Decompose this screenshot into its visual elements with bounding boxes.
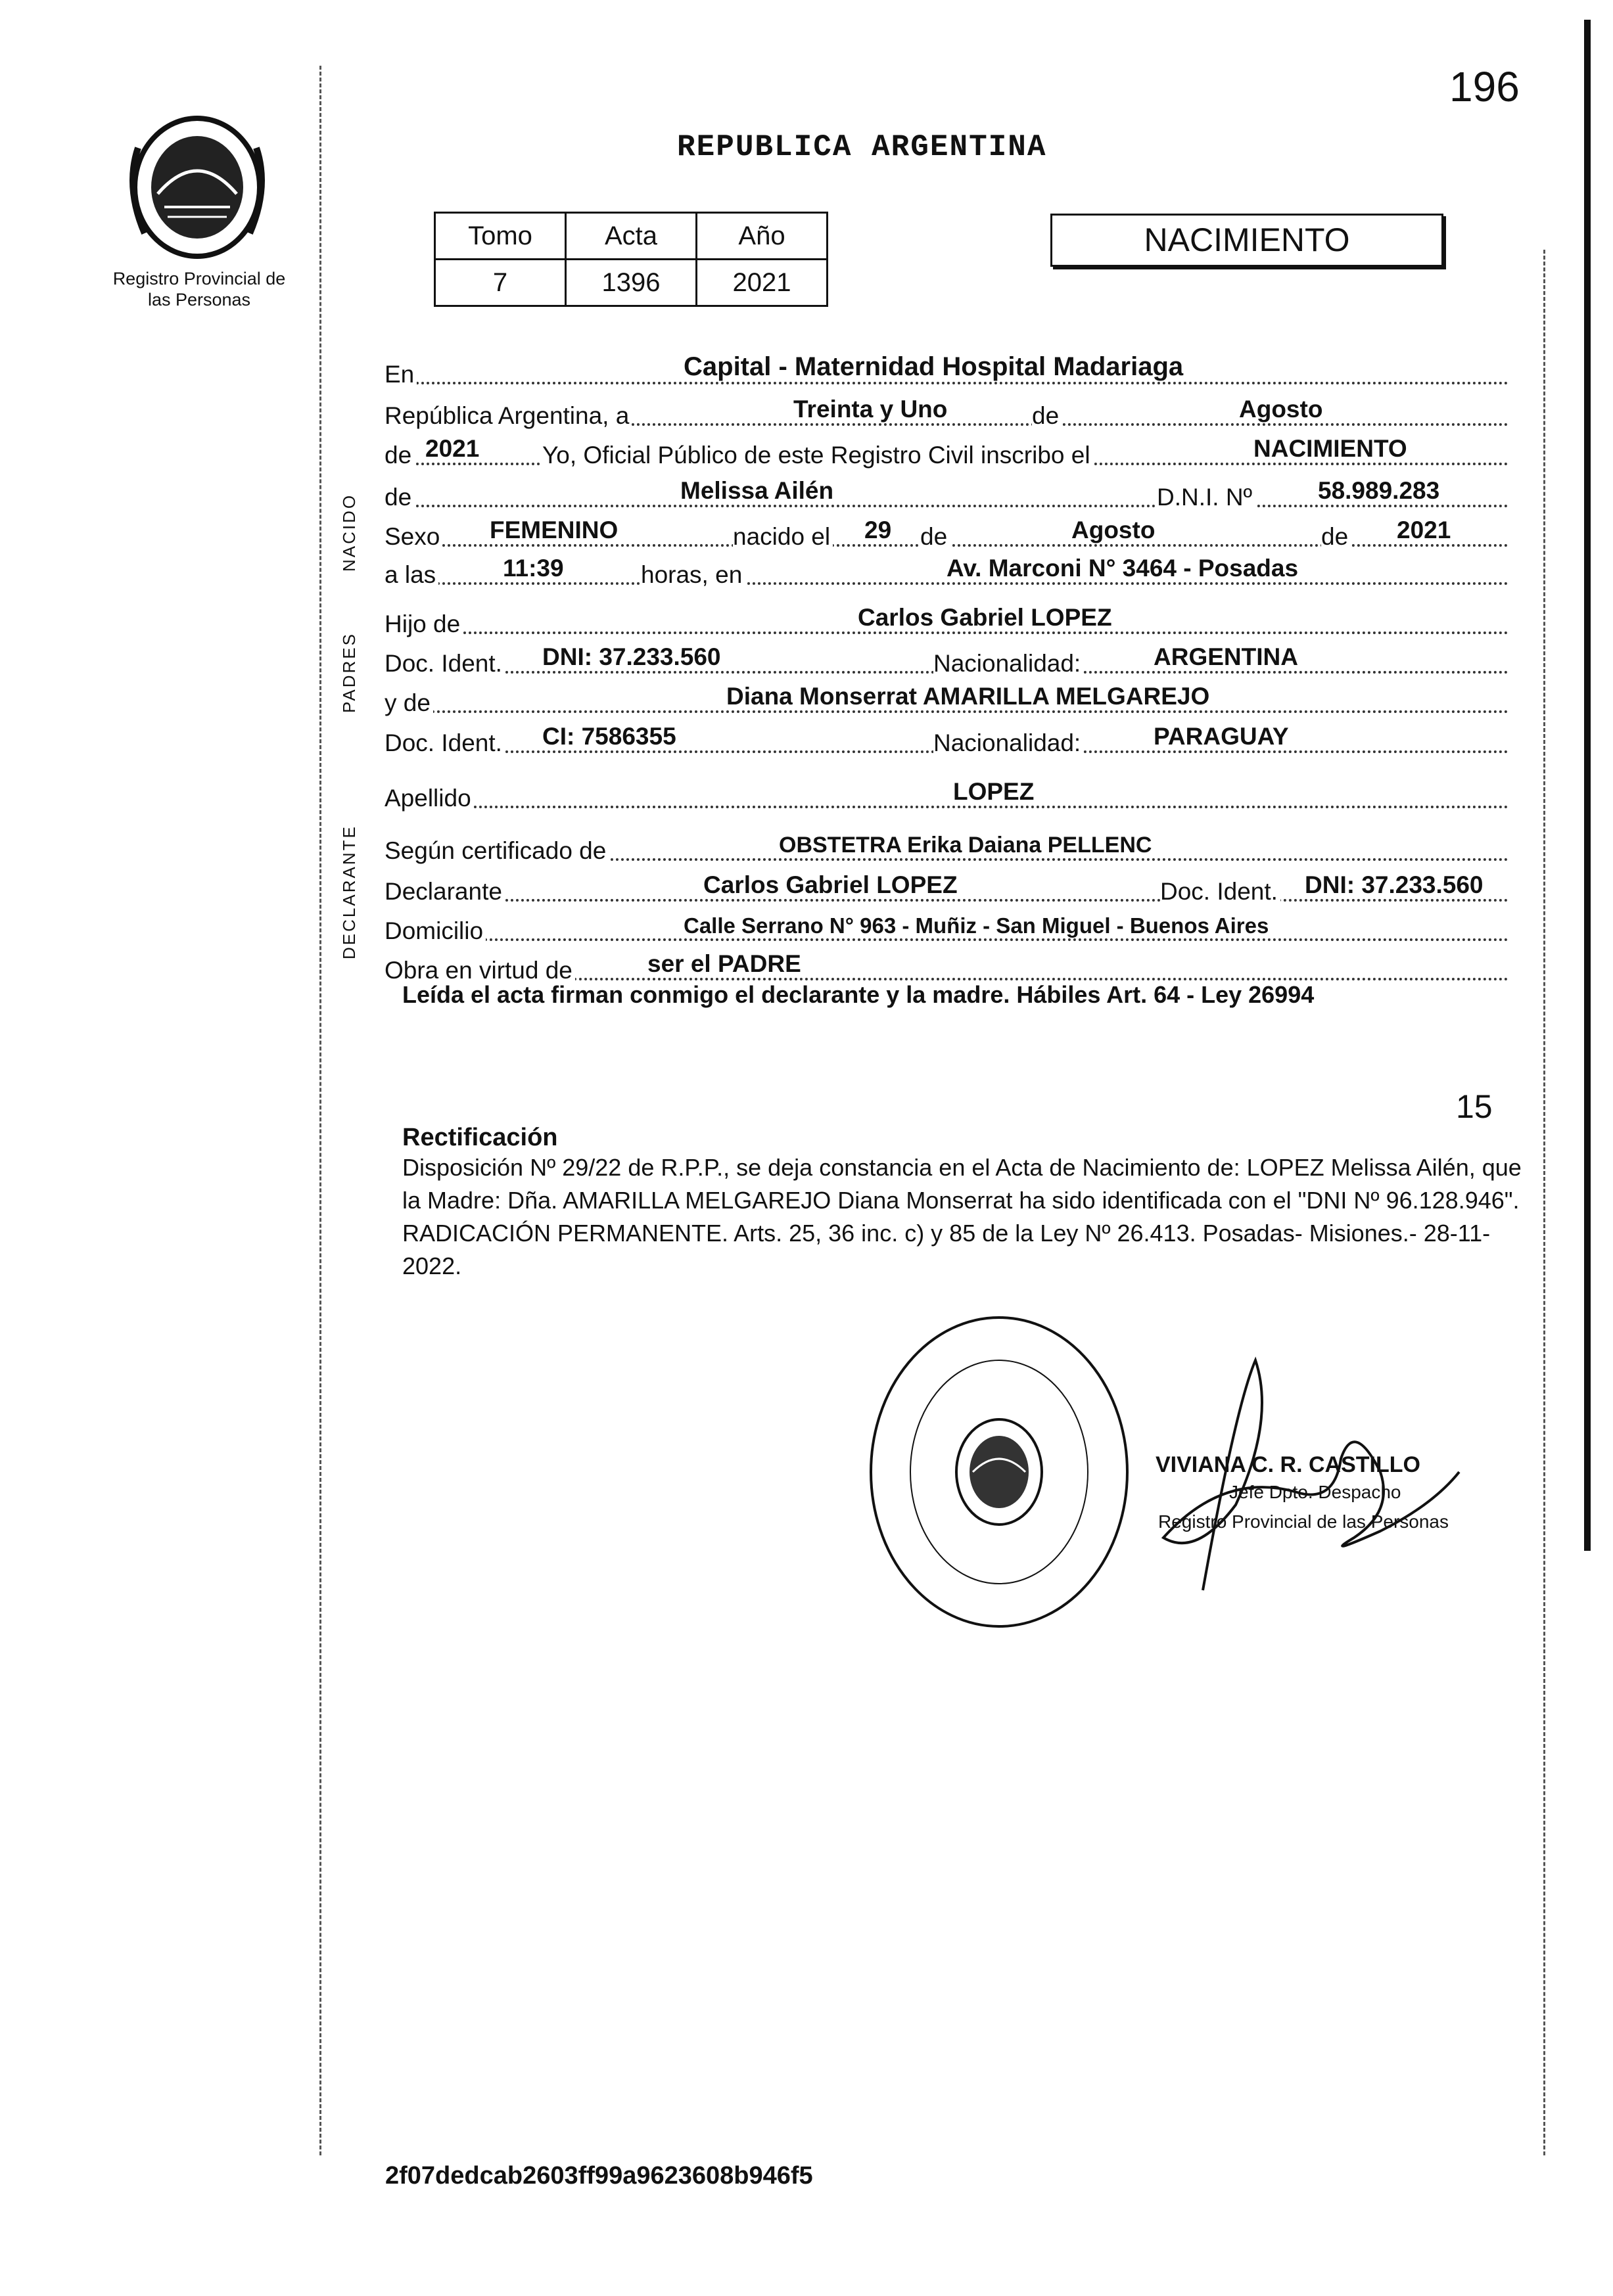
value-anio: 2021 <box>697 260 828 306</box>
label-y-de: y de <box>385 689 433 717</box>
value-en: Capital - Maternidad Hospital Madariaga <box>684 352 1184 381</box>
act-type-box: NACIMIENTO <box>1050 214 1443 267</box>
header-acta: Acta <box>566 213 697 260</box>
value-doc-madre: CI: 7586355 <box>542 723 676 750</box>
row-domicilio <box>385 908 1508 945</box>
value-nacionalidad-padre: ARGENTINA <box>1154 643 1298 670</box>
value-place: Av. Marconi N° 3464 - Posadas <box>947 555 1299 582</box>
value-doc-declarante: DNI: 37.233.560 <box>1305 871 1484 898</box>
value-padre: Carlos Gabriel LOPEZ <box>858 604 1112 631</box>
label-de-year: de <box>385 442 414 469</box>
label-a-las: a las <box>385 561 438 589</box>
label-apellido: Apellido <box>385 785 474 812</box>
official-seal <box>861 1308 1137 1636</box>
row-nombre <box>385 474 1508 511</box>
value-declarante: Carlos Gabriel LOPEZ <box>703 871 958 898</box>
label-oficial-text: Yo, Oficial Público de este Registro Civil inscribo el <box>542 442 1093 469</box>
country-title: REPUBLICA ARGENTINA <box>677 130 1047 164</box>
value-obra: ser el PADRE <box>647 950 801 977</box>
label-doc-madre: Doc. Ident. <box>385 729 505 757</box>
label-hijo: Hijo de <box>385 610 463 638</box>
side-label-nacido: NACIDO <box>339 493 359 572</box>
label-dni: D.N.I. Nº <box>1157 484 1255 511</box>
row-republica <box>385 393 1508 430</box>
label-horas-en: horas, en <box>641 561 745 589</box>
closing-statement: Leída el acta firman conmigo el declarante y la madre. Hábiles Art. 64 - Ley 26994 <box>402 981 1315 1008</box>
rectification-title: Rectificación <box>402 1124 558 1151</box>
page-number: 196 <box>1449 63 1520 110</box>
value-birth-year: 2021 <box>1397 517 1451 543</box>
signatory-name: VIVIANA C. R. CASTILLO <box>1156 1452 1420 1477</box>
row-declarante <box>385 869 1508 906</box>
margin-line <box>319 66 321 2155</box>
row-padre-doc <box>385 641 1508 677</box>
province-emblem-logo <box>118 108 276 266</box>
signatory-organization: Registro Provincial de las Personas <box>1158 1511 1449 1532</box>
label-sexo: Sexo <box>385 523 442 551</box>
value-nombre: Melissa Ailén <box>680 477 834 504</box>
value-act-type: NACIMIENTO <box>1253 435 1407 462</box>
right-margin-line <box>1543 250 1545 2155</box>
label-domicilio: Domicilio <box>385 917 486 945</box>
value-hora: 11:39 <box>503 555 564 582</box>
label-nacionalidad-madre: Nacionalidad: <box>933 729 1083 757</box>
header-anio: Año <box>697 213 828 260</box>
row-madre-doc <box>385 720 1508 757</box>
value-apellido: LOPEZ <box>953 778 1035 805</box>
value-year: 2021 <box>425 435 480 462</box>
tomo-acta-anio-table <box>434 212 828 307</box>
row-madre <box>385 680 1508 717</box>
value-day-text: Treinta y Uno <box>793 396 948 423</box>
value-domicilio: Calle Serrano N° 963 - Muñiz - San Miguel - Buenos Aires <box>684 913 1269 938</box>
side-label-declarante: DECLARANTE <box>339 825 359 959</box>
row-hijo <box>385 601 1508 638</box>
header-tomo: Tomo <box>435 213 566 260</box>
value-doc-padre: DNI: 37.233.560 <box>542 643 721 670</box>
label-obra: Obra en virtud de <box>385 957 575 984</box>
value-birth-day: 29 <box>864 517 892 543</box>
value-acta: 1396 <box>566 260 697 306</box>
value-nacionalidad-madre: PARAGUAY <box>1154 723 1289 750</box>
registry-name: Registro Provincial de las Personas <box>112 269 286 310</box>
rectification-number: 15 <box>1456 1088 1493 1125</box>
label-nacionalidad-padre: Nacionalidad: <box>933 650 1083 677</box>
row-certificado <box>385 828 1508 865</box>
row-year <box>385 432 1508 469</box>
signatory-role: Jefe Dpto. Despacho <box>1229 1482 1401 1502</box>
value-tomo: 7 <box>435 260 566 306</box>
value-birth-month: Agosto <box>1071 517 1156 543</box>
rectification-text: Disposición Nº 29/22 de R.P.P., se deja constancia en el Acta de Nacimiento de: LOPEZ Melissa Ailén, que la Madre: Dña. AMARILLA MELGAREJO Diana Monserrat ha sido identificada con el "DNI Nº 96.128.946". RADICACIÓN PERMANENTE. Arts. 25, 36 inc. c) y 85 de la Ley Nº 26.413. Posadas- Misiones.- 28-11-2022. <box>402 1154 1522 1279</box>
label-certificado: Según certificado de <box>385 837 609 865</box>
side-label-padres: PADRES <box>339 632 359 713</box>
label-declarante: Declarante <box>385 878 505 906</box>
label-doc-declarante: Doc. Ident. <box>1160 878 1280 906</box>
label-en: En <box>385 361 417 388</box>
label-de-nombre: de <box>385 484 414 511</box>
label-republica: República Argentina, a <box>385 402 632 430</box>
scan-edge-bar <box>1584 20 1591 1551</box>
row-hora <box>385 552 1508 589</box>
value-dni: 58.989.283 <box>1318 477 1440 504</box>
value-certificado: OBSTETRA Erika Daiana PELLENC <box>779 833 1152 858</box>
value-sexo: FEMENINO <box>490 517 619 543</box>
value-month: Agosto <box>1239 396 1323 423</box>
row-en <box>385 352 1508 388</box>
value-madre: Diana Monserrat AMARILLA MELGAREJO <box>726 683 1210 710</box>
document-hash: 2f07dedcab2603ff99a9623608b946f5 <box>385 2162 813 2190</box>
label-de: de <box>1032 402 1062 430</box>
label-de-2: de <box>1321 523 1351 551</box>
label-doc-padre: Doc. Ident. <box>385 650 505 677</box>
label-nacido-el: nacido el <box>733 523 833 551</box>
label-de-1: de <box>920 523 950 551</box>
row-apellido <box>385 775 1508 812</box>
row-sexo <box>385 514 1508 551</box>
